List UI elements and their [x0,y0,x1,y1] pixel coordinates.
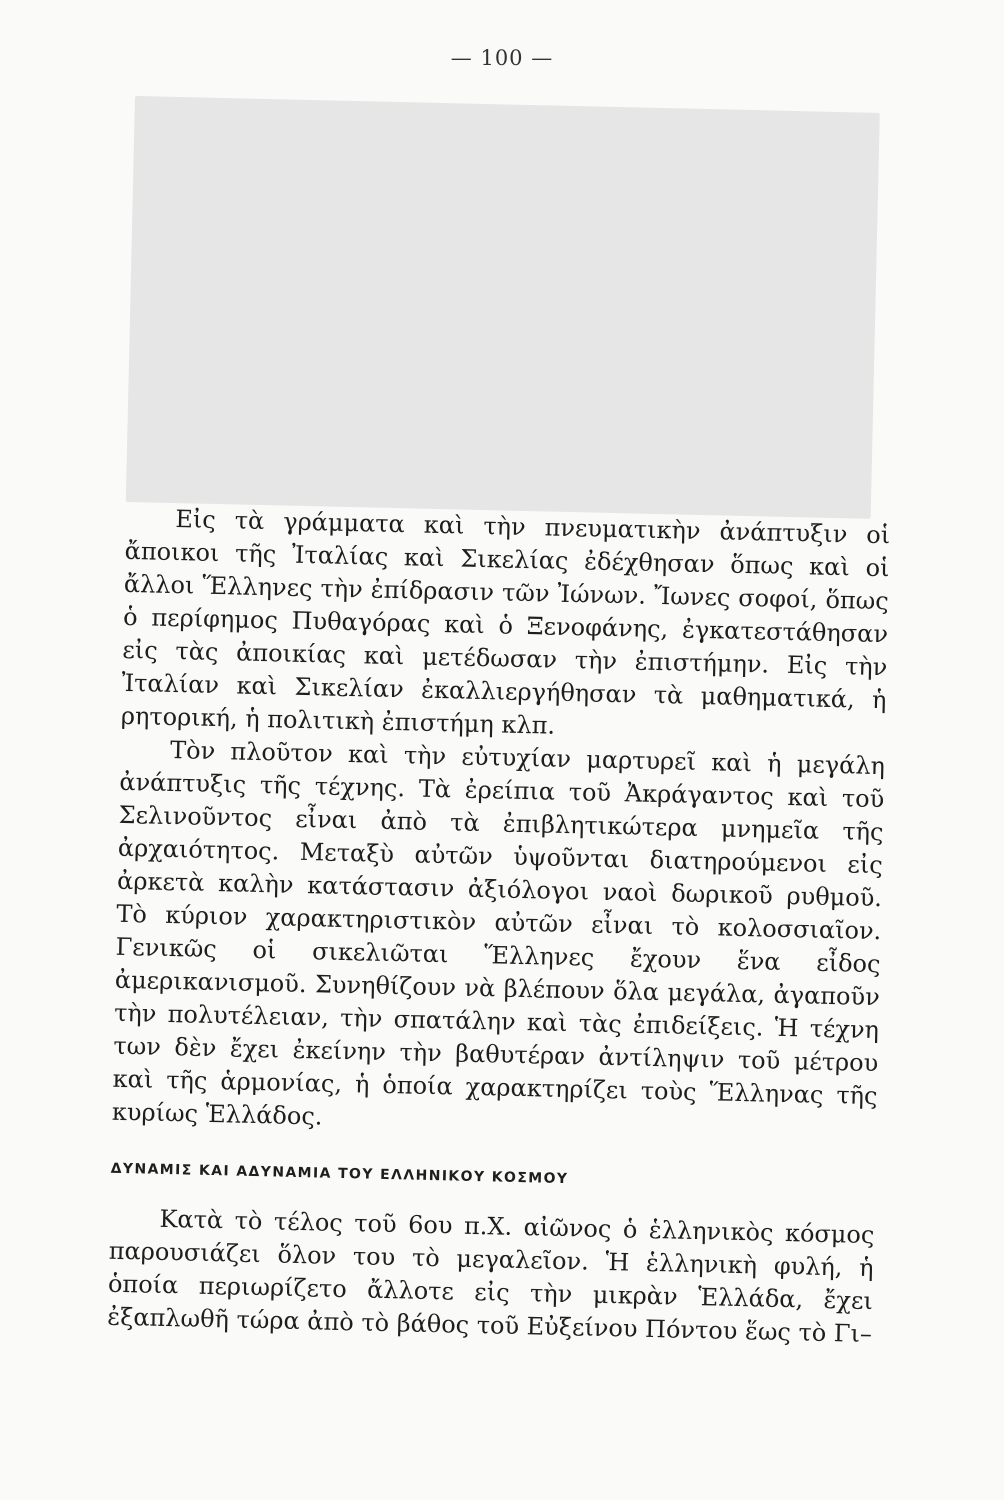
body-text [107,96,900,1351]
paragraph-2: Εἰς τὰ γράμματα καὶ τὴν πνευματικὴν ἀνάπτυξιν οἱ ἄποικοι τῆς Ἰταλίας καὶ Σικελίας ἐδέχθησαν ὅπως καὶ οἱ ἄλλοι Ἕλληνες τὴν ἐπίδρασιν τῶν Ἰώνων. Ἴωνες σοφοί, ὅπως ὁ περίφημος Πυθαγόρας καὶ ὁ Ξενοφάνης, ἐγκατεστάθησαν εἰς τὰς ἀποικίας καὶ μετέδωσαν τὴν ἐπιστήμην. Εἰς τὴν Ἰταλίαν καὶ Σικελίαν ἐκαλλιεργήθησαν τὰ μαθηματικά, ἡ ρητορική, ἡ πολιτικὴ ἐπιστήμη κλπ. [120,505,891,740]
page-number: — 100 — [450,46,554,70]
section-heading: ΔΥΝΑΜΙΣ ΚΑΙ ΑΔΥΝΑΜΙΑ ΤΟΥ ΕΛΛΗΝΙΚΟΥ ΚΟΣΜΟΥ [110,1160,569,1188]
section-paragraph: Κατὰ τὸ τέλος τοῦ 6ου π.Χ. αἰῶνος ὁ ἑλληνικὸς κόσμος παρουσιάζει ὅλον του τὸ μεγαλεῖον. Ἡ ἑλληνικὴ φυλή, ἡ ὁποία περιωρίζετο ἄλλοτε εἰς τὴν μικρὰν Ἑλλάδα, ἔχει ἐξαπλωθῆ τώρα ἀπὸ τὸ βάθος τοῦ Εὐξείνου Πόντου ἕως τὸ Γι– [106,1204,875,1349]
paragraph-3: Τὸν πλοῦτον καὶ τὴν εὐτυχίαν μαρτυρεῖ καὶ ἡ μεγάλη ἀνάπτυξις τῆς τέχνης. Τὰ ἐρείπια τοῦ Ἀκράγαντος καὶ τοῦ Σελινοῦντος εἶναι ἀπὸ τὰ ἐπιβλητικώτερα μνημεῖα τῆς ἀρχαιότητος. Μεταξὺ αὐτῶν ὑψοῦνται διατηρούμενοι εἰς ἀρκετὰ καλὴν κατάστασιν ἀξιόλογοι ναοὶ δωρικοῦ ρυθμοῦ. Τὸ κύριον χαρακτηριστικὸν αὐτῶν εἶναι τὸ κολοσσιαῖον. Γενικῶς οἱ σικελιῶται Ἕλληνες ἔχουν ἕνα εἶδος ἀμερικανισμοῦ. Συνηθίζουν νὰ βλέπουν ὅλα μεγάλα, ἀγαποῦν τὴν πολυτέλειαν, τὴν σπατάλην καὶ τὰς ἐπιδείξεις. Ἡ τέχνη των δὲν ἔχει ἐκείνην τὴν βαθυτέραν ἀντίληψιν τοῦ μέτρου καὶ τῆς ἁρμονίας, ἡ ὁποία χαρακτηρίζει τοὺς Ἕλληνας τῆς κυρίως Ἑλλάδος. [111,735,886,1131]
illegible-paragraph [126,96,880,519]
